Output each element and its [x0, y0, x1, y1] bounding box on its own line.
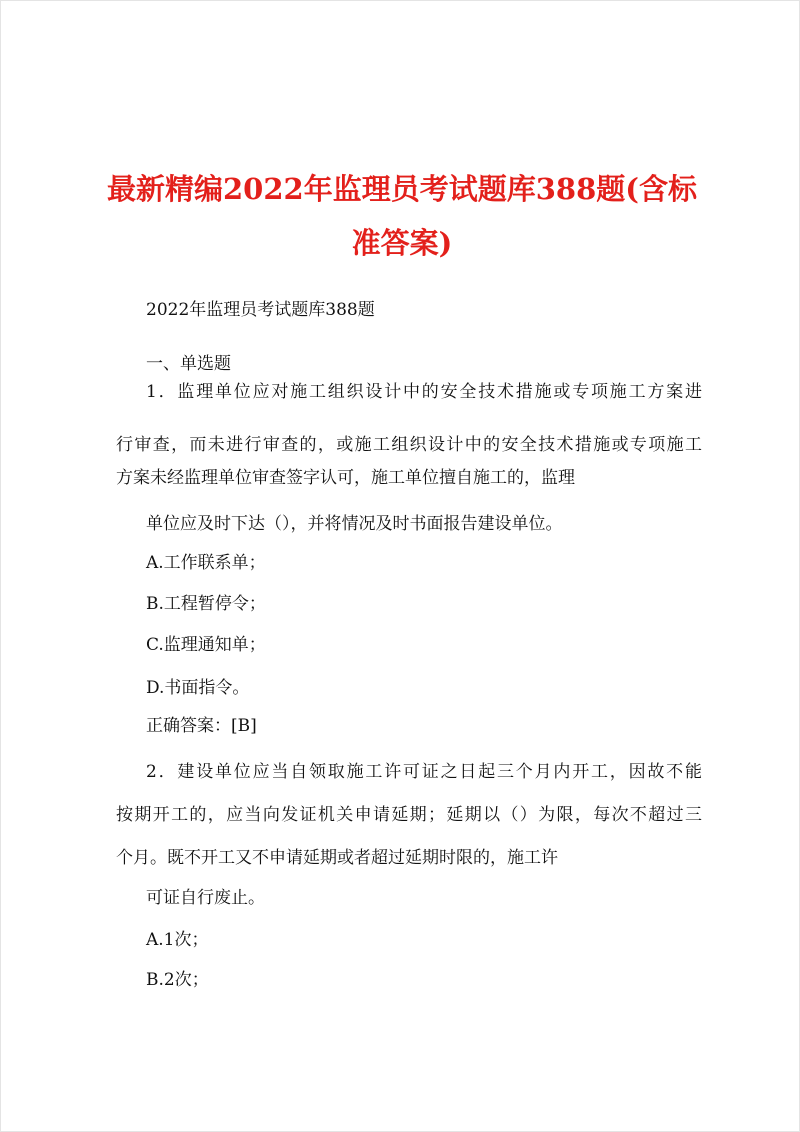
document-title-line-1: 最新精编2022年监理员考试题库388题(含标: [107, 172, 697, 206]
document-subtitle: 2022年监理员考试题库388题: [146, 300, 375, 320]
question-2-option-a: A.1次；: [146, 930, 209, 950]
question-1-option-a: A.工作联系单；: [146, 553, 266, 573]
question-2-line-1: 2．建设单位应当自领取施工许可证之日起三个月内开工，因故不能: [146, 762, 702, 782]
question-1-option-c: C.监理通知单；: [146, 635, 266, 655]
section-heading: 一、单选题: [146, 354, 231, 374]
question-2-line-2: 按期开工的，应当向发证机关申请延期；延期以（）为限，每次不超过三: [116, 805, 702, 825]
question-1-option-b: B.工程暂停令；: [146, 594, 266, 614]
question-1-line-4: 单位应及时下达（），并将情况及时书面报告建设单位。: [146, 514, 563, 534]
document-title-line-2: 准答案): [351, 226, 453, 260]
question-1-line-1: 1．监理单位应对施工组织设计中的安全技术措施或专项施工方案进: [146, 382, 702, 402]
question-1-answer: 正确答案：[B]: [146, 716, 257, 736]
question-1-option-d: D.书面指令。: [146, 678, 250, 698]
question-2-line-3: 个月。既不开工又不申请延期或者超过延期时限的，施工许: [116, 848, 558, 868]
question-1-line-3: 方案未经监理单位审查签字认可，施工单位擅自施工的，监理: [116, 468, 575, 488]
question-2-option-b: B.2次；: [146, 970, 209, 990]
question-2-line-4: 可证自行废止。: [146, 888, 265, 908]
question-1-line-2: 行审查，而未进行审查的，或施工组织设计中的安全技术措施或专项施工: [116, 435, 702, 455]
